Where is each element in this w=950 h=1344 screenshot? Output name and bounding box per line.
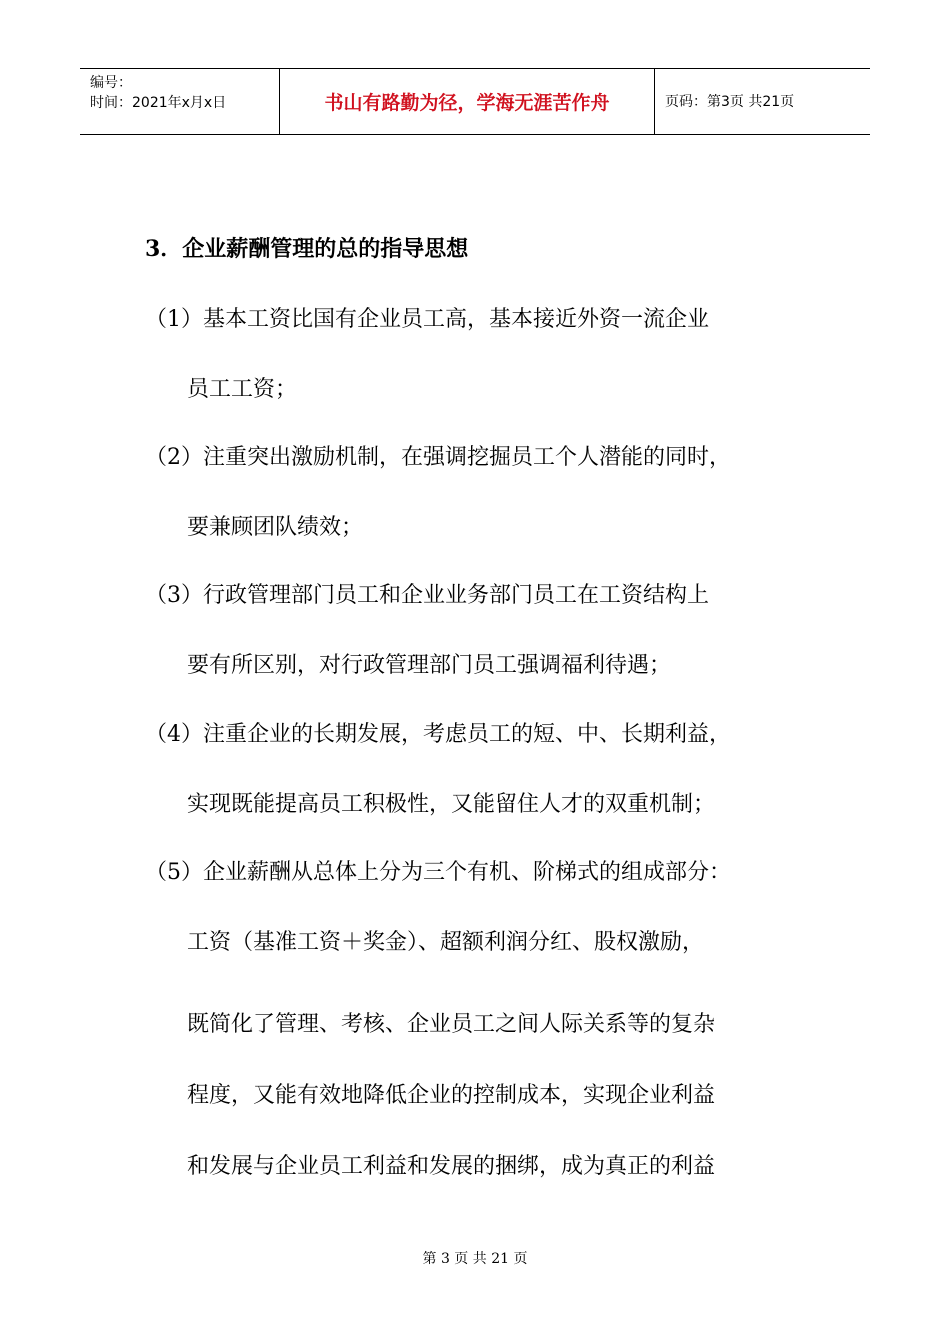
body-line: 工资（基准工资＋奖金）、超额利润分红、股权激励， bbox=[187, 930, 705, 955]
body-line: （5）企业薪酬从总体上分为三个有机、阶梯式的组成部分： bbox=[145, 860, 731, 885]
section-heading: 3．企业薪酬管理的总的指导思想 bbox=[145, 236, 469, 262]
page-footer: 第 3 页 共 21 页 bbox=[422, 1251, 528, 1267]
body-line: 和发展与企业员工利益和发展的捆绑，成为真正的利益 bbox=[187, 1154, 716, 1179]
body-line: （2）注重突出激励机制，在强调挖掘员工个人潜能的同时， bbox=[145, 445, 731, 470]
body-line: 员工工资； bbox=[187, 377, 298, 402]
header-meta-cell bbox=[80, 69, 280, 134]
code-label: 编号： bbox=[90, 75, 132, 91]
date-label: 时间：2021年x月x日 bbox=[90, 95, 227, 111]
body-line: （4）注重企业的长期发展，考虑员工的短、中、长期利益， bbox=[145, 722, 731, 747]
body-line: （1）基本工资比国有企业员工高，基本接近外资一流企业 bbox=[145, 307, 709, 332]
motto-text: 书山有路勤为径，学海无涯苦作舟 bbox=[324, 92, 610, 114]
body-line: 要有所区别，对行政管理部门员工强调福利待遇； bbox=[187, 653, 672, 678]
body-line: 实现既能提高员工积极性，又能留住人才的双重机制； bbox=[187, 792, 716, 817]
body-line: 程度，又能有效地降低企业的控制成本，实现企业利益 bbox=[187, 1083, 716, 1108]
body-line: 既简化了管理、考核、企业员工之间人际关系等的复杂 bbox=[187, 1012, 716, 1037]
body-line: （3）行政管理部门员工和企业业务部门员工在工资结构上 bbox=[145, 583, 709, 608]
header-page-label: 页码：第3页 共21页 bbox=[665, 93, 795, 110]
header-page-cell bbox=[655, 69, 870, 134]
page-header bbox=[80, 68, 870, 135]
body-line: 要兼顾团队绩效； bbox=[187, 515, 364, 540]
header-motto-cell bbox=[280, 69, 655, 134]
